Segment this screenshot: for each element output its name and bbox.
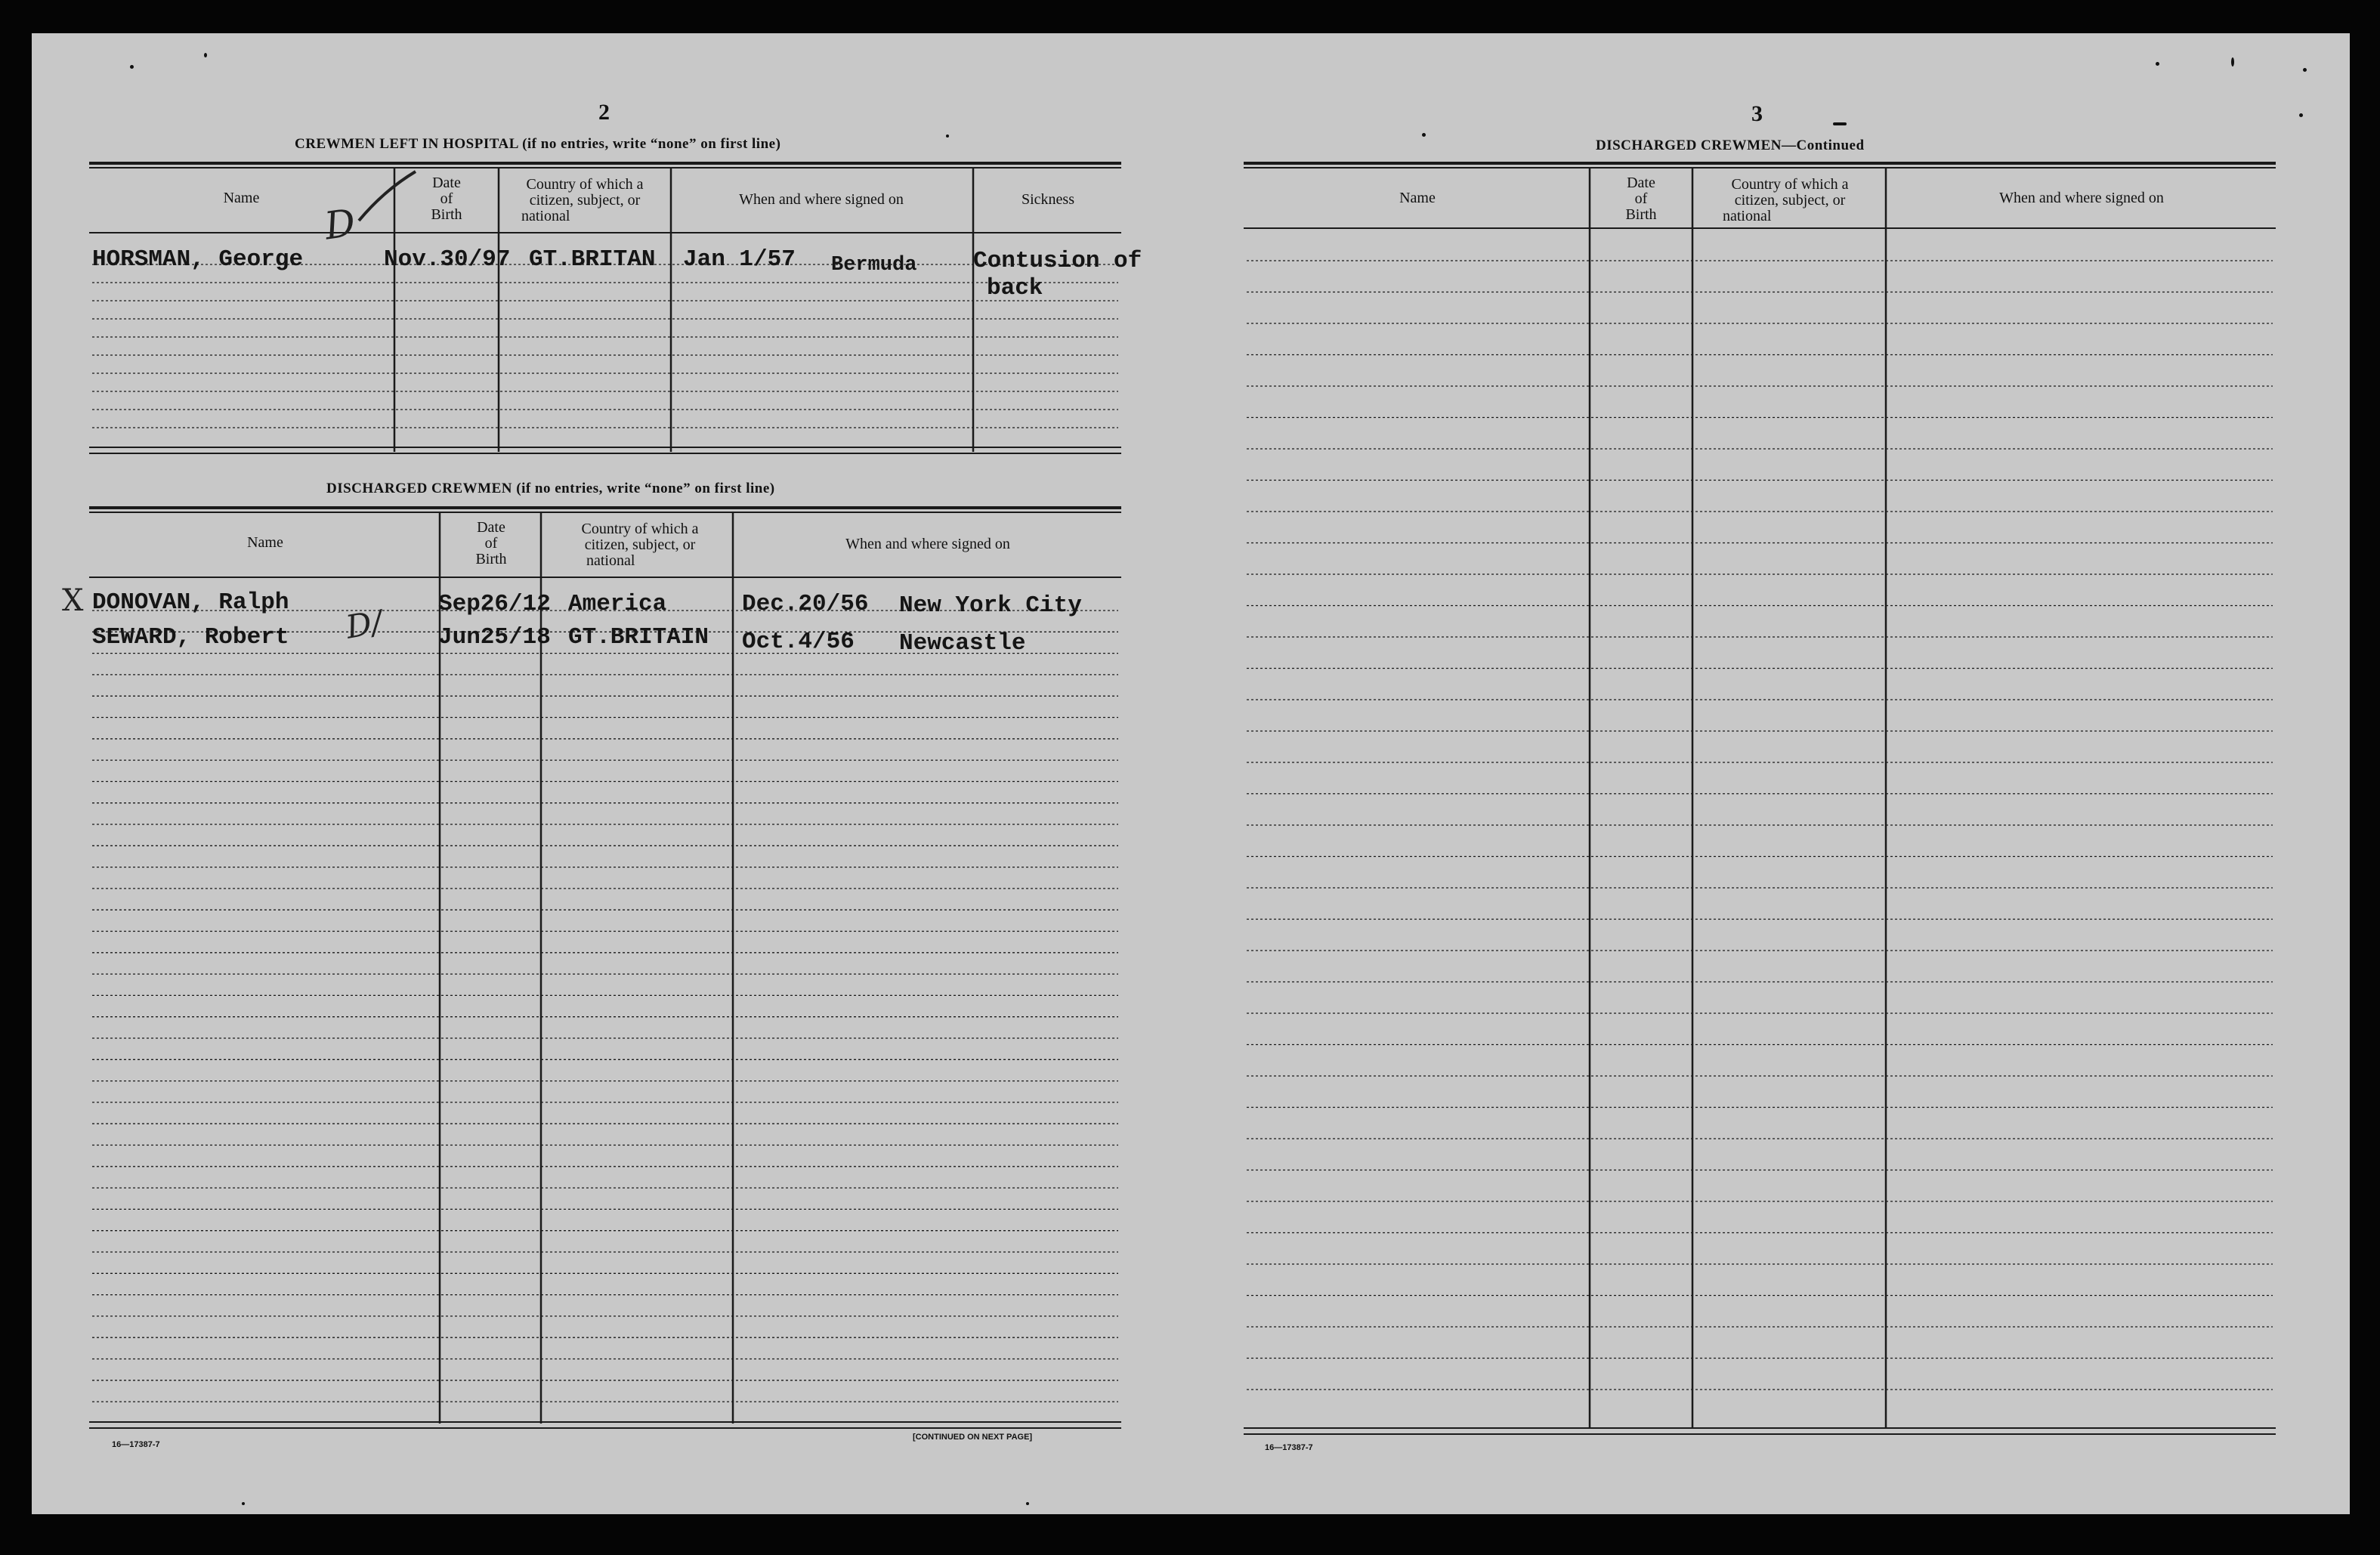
form-number: 16—17387-7 bbox=[112, 1440, 160, 1449]
disc-row-1-date: Dec.20/56 bbox=[742, 591, 869, 617]
form-number: 16—17387-7 bbox=[1265, 1443, 1313, 1452]
right-header-dob: Date of Birth bbox=[1625, 175, 1657, 223]
right-header-signed: When and where signed on bbox=[1999, 190, 2164, 206]
hosp-header-signed: When and where signed on bbox=[739, 191, 904, 208]
disc-header-signed: When and where signed on bbox=[845, 536, 1010, 552]
hosp-row-sickness-1: Contusion of bbox=[973, 248, 1142, 274]
continued-note: [CONTINUED ON NEXT PAGE] bbox=[913, 1433, 1033, 1442]
right-header-name: Name bbox=[1399, 190, 1436, 206]
disc-row-1-place: New York City bbox=[899, 592, 1082, 619]
hospital-section-title: CREWMEN LEFT IN HOSPITAL (if no entries, write “none” on first line) bbox=[295, 136, 781, 152]
disc-row-2-place: Newcastle bbox=[899, 630, 1026, 657]
disc-header-country: Country of which a citizen, subject, or national bbox=[581, 521, 699, 569]
disc-row-1-country: America bbox=[568, 591, 667, 617]
disc-row-2-country: GT.BRITAIN bbox=[568, 624, 709, 651]
row-mark: X bbox=[62, 583, 84, 618]
disc-header-name: Name bbox=[247, 534, 283, 551]
page-number: 2 bbox=[598, 100, 610, 125]
hosp-row-place: Bermuda bbox=[831, 254, 917, 277]
hosp-header-name: Name bbox=[223, 190, 260, 206]
disc-row-2-name: SEWARD, Robert bbox=[92, 624, 289, 651]
hosp-header-dob: Date of Birth bbox=[431, 175, 462, 223]
handwritten-annotation: D/ bbox=[343, 603, 385, 646]
hosp-header-country: Country of which a citizen, subject, or national bbox=[521, 176, 644, 224]
disc-row-1-name: DONOVAN, Ralph bbox=[92, 589, 289, 616]
disc-row-2-date: Oct.4/56 bbox=[742, 629, 855, 655]
hosp-row-country: GT.BRITAN bbox=[529, 246, 656, 273]
hosp-row-name: HORSMAN, George bbox=[92, 246, 304, 273]
right-section-title: DISCHARGED CREWMEN—Continued bbox=[1596, 138, 1865, 153]
hosp-row-dob: Nov.30/97 bbox=[384, 246, 511, 273]
discharged-section-title: DISCHARGED CREWMEN (if no entries, write “none” on first line) bbox=[326, 481, 775, 496]
page-number: 3 bbox=[1751, 101, 1763, 126]
hosp-header-sickness: Sickness bbox=[1022, 191, 1074, 208]
disc-header-dob: Date of Birth bbox=[475, 519, 507, 567]
right-header-country: Country of which a citizen, subject, or national bbox=[1723, 176, 1849, 224]
disc-row-1-dob: Sep26/12 bbox=[438, 591, 551, 617]
hosp-row-sickness-2: back bbox=[987, 275, 1043, 301]
disc-row-2-dob: Jun25/18 bbox=[438, 624, 551, 651]
hosp-row-date: Jan 1/57 bbox=[683, 246, 796, 273]
handwritten-stroke bbox=[355, 168, 423, 228]
handwritten-annotation: D bbox=[322, 200, 358, 249]
